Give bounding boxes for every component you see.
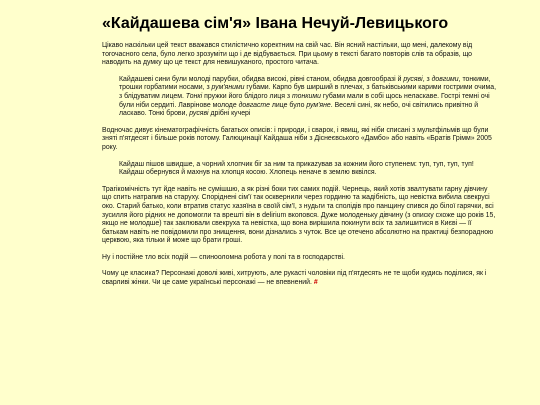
quote-kaidash: [119, 161, 496, 178]
quote-text-7: лице було: [270, 101, 307, 109]
quote-text-3: , тонкими, трошки горбатими носами, з: [119, 75, 491, 92]
quote-italic-8: русяві: [189, 110, 209, 118]
quote-text-6: губами мали в собі щось нелaскаве. Гострі темні очі були ніби сердиті. Лаврінове молоде: [119, 92, 490, 109]
quote-text-5: пружки його блідого лиця з: [202, 92, 292, 100]
quote-italic-6: довгасте: [238, 101, 270, 109]
quote-italic-4: Тонкі: [185, 92, 203, 100]
quote-text-9: дрібні кучері: [208, 110, 251, 118]
quote-text-1: Кайдашеві сини були молоді парубки, обидва високі, рівні станом, обидва довгообразі й: [119, 75, 404, 83]
classic-paragraph: [102, 270, 496, 287]
quote-italic-3: рум'яними: [211, 84, 245, 92]
end-mark-link[interactable]: #: [313, 279, 318, 287]
quote-portrait-text: [119, 76, 496, 119]
quote-italic-5: тонкими: [291, 92, 321, 100]
quote-italic-2: довгими: [431, 75, 459, 83]
quote-italic-7: рум'яне: [306, 101, 331, 109]
quote-text-8: . Веселі сині, як небо, очі світились привітно й ласкаво. Тонкі брови,: [119, 101, 479, 118]
quote-italic-1: русяві: [403, 75, 423, 83]
classic-paragraph-text: Чому це класика? Персонажі доволі живі, хитрують, але рукасті чоловіки під п'ятдесять не те щоби кудись поділися, як і сварливі жінки. Чи це саме українські персонажі — не впевнений.: [102, 270, 487, 287]
page-title: «Кайдашева сім'я» Івана Нечуй-Левицького: [102, 15, 449, 32]
background-paragraph: Ну і постійне тло всіх подій — спинооломна робота у полі та в господарстві.: [102, 253, 345, 261]
quote-kaidash-text: Кайдаш пішов швидше, а чорний хлопчик біг за ним та прикazував за кожним його ступенем: туп, туп, туп, туп! Кайдаш обернувся й махнув на хлопця кocою. Хлопець неначе в землю вквiлся.: [119, 160, 474, 177]
intro-paragraph: Цікаво наскільки цей текст вважався стилістично коректним на свій час. Він ясний настільки, що мені, далекому від тогочасного села, було легко зрозуміти що і де відбувається. При цьому в тексті багато повторів слів та образів, що наводить на думку що це текст для невишуканого, простого читача.: [102, 42, 473, 67]
cinematic-paragraph: Водночас дивує кінематографічність багатьох описів: і природи, і сварок, і явищ, які ніби списані з мультфільмів що були знятi п'ятдесят і більше років потому. Галюцинації Кайдаша ніби з Діснеєвського «Дамбо» або навіть «Братів Грімм» 2005 року.: [102, 126, 492, 151]
quote-portrait: [119, 76, 496, 119]
tragicomic-paragraph: Трагікомічність тут йде навіть не сумішшю, а як різні боки тих самих подій. Чернець, який хотів звалтувати гарну дівчину що спить натрапив на старуху. Споріднені сім'ї так осквернили через гординю та жадібність, що невістка вибила свекрусі око. Старий батько, коли втратив статус хазяїна в своїй сім'ї, з нудьги та сполідів про панщину спився до білої гарячки, всі зусилля його рідних не допомогли та врешті він в delirium вкоповся. Дуже молоденьку дівчину (з описку схоже що років 15, якщо не молодше) так заклювали свекруха та невістка, що вона вирішила покинути всіх та залишитися в Києві — її батькам навіть не повідомили про знищення, вони дізнались з чуток. Все це отечено абсолютно на практиці безпорадною церквою, яка тільки й може що брати гроші.: [102, 185, 496, 245]
quote-text-2: , з: [422, 75, 432, 83]
quote-text-4: губами. Карпо був ширший в плечах, з батьківськими карими гострими очима, з блідуватим лицем.: [119, 84, 497, 100]
